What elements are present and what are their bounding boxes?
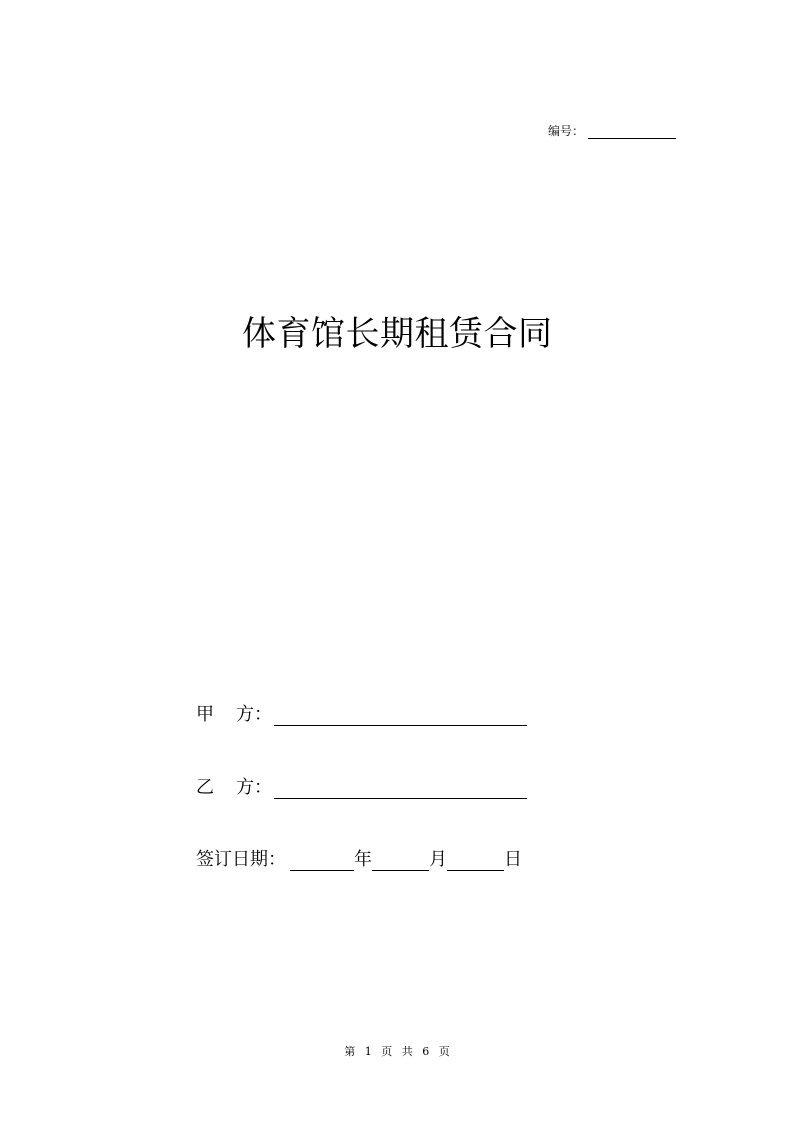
page-footer bbox=[0, 1043, 794, 1059]
party-a-blank bbox=[274, 707, 527, 726]
footer-total-prefix: 共 bbox=[401, 1045, 413, 1058]
footer-prefix: 第 bbox=[344, 1045, 356, 1058]
party-a-label-first: 甲 bbox=[196, 704, 214, 725]
signing-year-blank bbox=[290, 852, 354, 871]
contract-number-blank bbox=[588, 125, 676, 139]
party-b-blank bbox=[274, 780, 527, 799]
party-b-label-first: 乙 bbox=[196, 777, 214, 798]
document-title: 体育馆长期租赁合同 bbox=[242, 314, 553, 354]
party-b-label-second: 方： bbox=[236, 777, 272, 798]
footer-current-page: 1 bbox=[364, 1045, 372, 1058]
signing-date-label: 签订日期： bbox=[196, 849, 286, 870]
party-a-row bbox=[196, 700, 527, 726]
footer-total-pages: 6 bbox=[422, 1045, 430, 1058]
signing-month-label: 月 bbox=[429, 849, 447, 870]
party-b-row bbox=[196, 773, 527, 799]
party-a-label-second: 方： bbox=[236, 704, 272, 725]
footer-page-word: 页 bbox=[381, 1045, 393, 1058]
signing-year-label: 年 bbox=[354, 849, 372, 870]
footer-page-word-2: 页 bbox=[438, 1045, 450, 1058]
contract-number-field bbox=[548, 122, 676, 139]
signing-month-blank bbox=[372, 852, 429, 871]
signing-day-blank bbox=[447, 852, 504, 871]
contract-number-label: 编号： bbox=[548, 124, 585, 138]
signing-day-label: 日 bbox=[504, 849, 522, 870]
signing-date-row bbox=[196, 845, 522, 871]
